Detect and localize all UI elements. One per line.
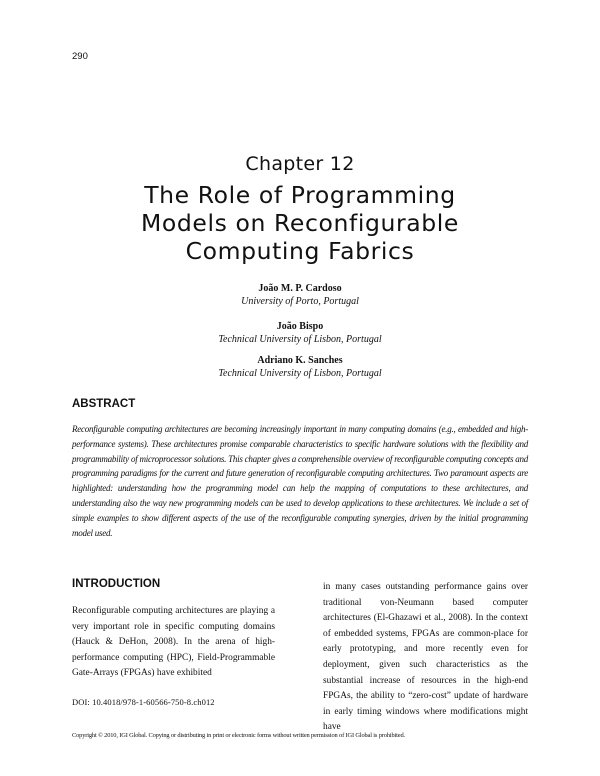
author-affiliation: University of Porto, Portugal [241,296,359,307]
copyright-notice: Copyright © 2010, IGI Global. Copying or distributing in print or electronic forms without written permission of IGI Global is prohibited. [72,732,405,739]
doi: DOI: 10.4018/978-1-60566-750-8.ch012 [72,697,215,707]
introduction-right-column: in many cases outstanding performance gains over traditional von-Neumann based computer architectures (El-Ghazawi et al., 2008). In the context of embedded systems, FPGAs are common-place for early prototyping, and more recently even for deployment, given such characteristics as the substantial increase of resources in the high-end FPGAs, the ability to “zero-cost” update of hardware in early timing windows where modifications might have [323,582,528,733]
page-number: 290 [72,51,88,62]
author-name: Adriano K. Sanches [257,355,343,366]
introduction-left-column: Reconfigurable computing architectures are playing a very important role in specific computing domains (Hauck & DeHon, 2008). In the arena of high-performance computing (HPC), Field-Programmable Gate-Arrays (FPGAs) have exhibited [72,606,275,679]
author-block [0,282,600,308]
abstract-text: Reconfigurable computing architectures are becoming increasingly important in many computing domains (e.g., embedded and high-performance systems). These architectures promise comparable characteristics to specific hardware solutions with the flexibility and programmability of microprocessor solutions. This chapter gives a comprehensible overview of reconfigurable computing concepts and programming paradigms for the current and future generation of reconfigurable computing architectures. Two paramount aspects are highlighted: understanding how the programming model can help the mapping of computations to these architectures, and understanding also the way new programming models can be used to develop applications to these architectures. We include a set of simple examples to show different aspects of the use of the reconfigurable computing synergies, driven by the initial programming model used. [72,424,528,538]
introduction-heading: INTRODUCTION [72,578,161,590]
author-affiliation: Technical University of Lisbon, Portugal [218,334,382,345]
author-affiliation: Technical University of Lisbon, Portugal [218,368,382,379]
author-name: João Bispo [276,321,324,332]
title-line: The Role of Programming [144,181,456,209]
chapter-label: Chapter 12 [245,153,355,175]
title-line: Computing Fabrics [185,237,415,265]
title-line: Models on Reconfigurable [141,209,459,237]
abstract-heading: ABSTRACT [72,398,136,410]
author-block [0,354,600,380]
author-block [0,320,600,346]
author-name: João M. P. Cardoso [258,283,342,294]
chapter-title [60,181,540,265]
